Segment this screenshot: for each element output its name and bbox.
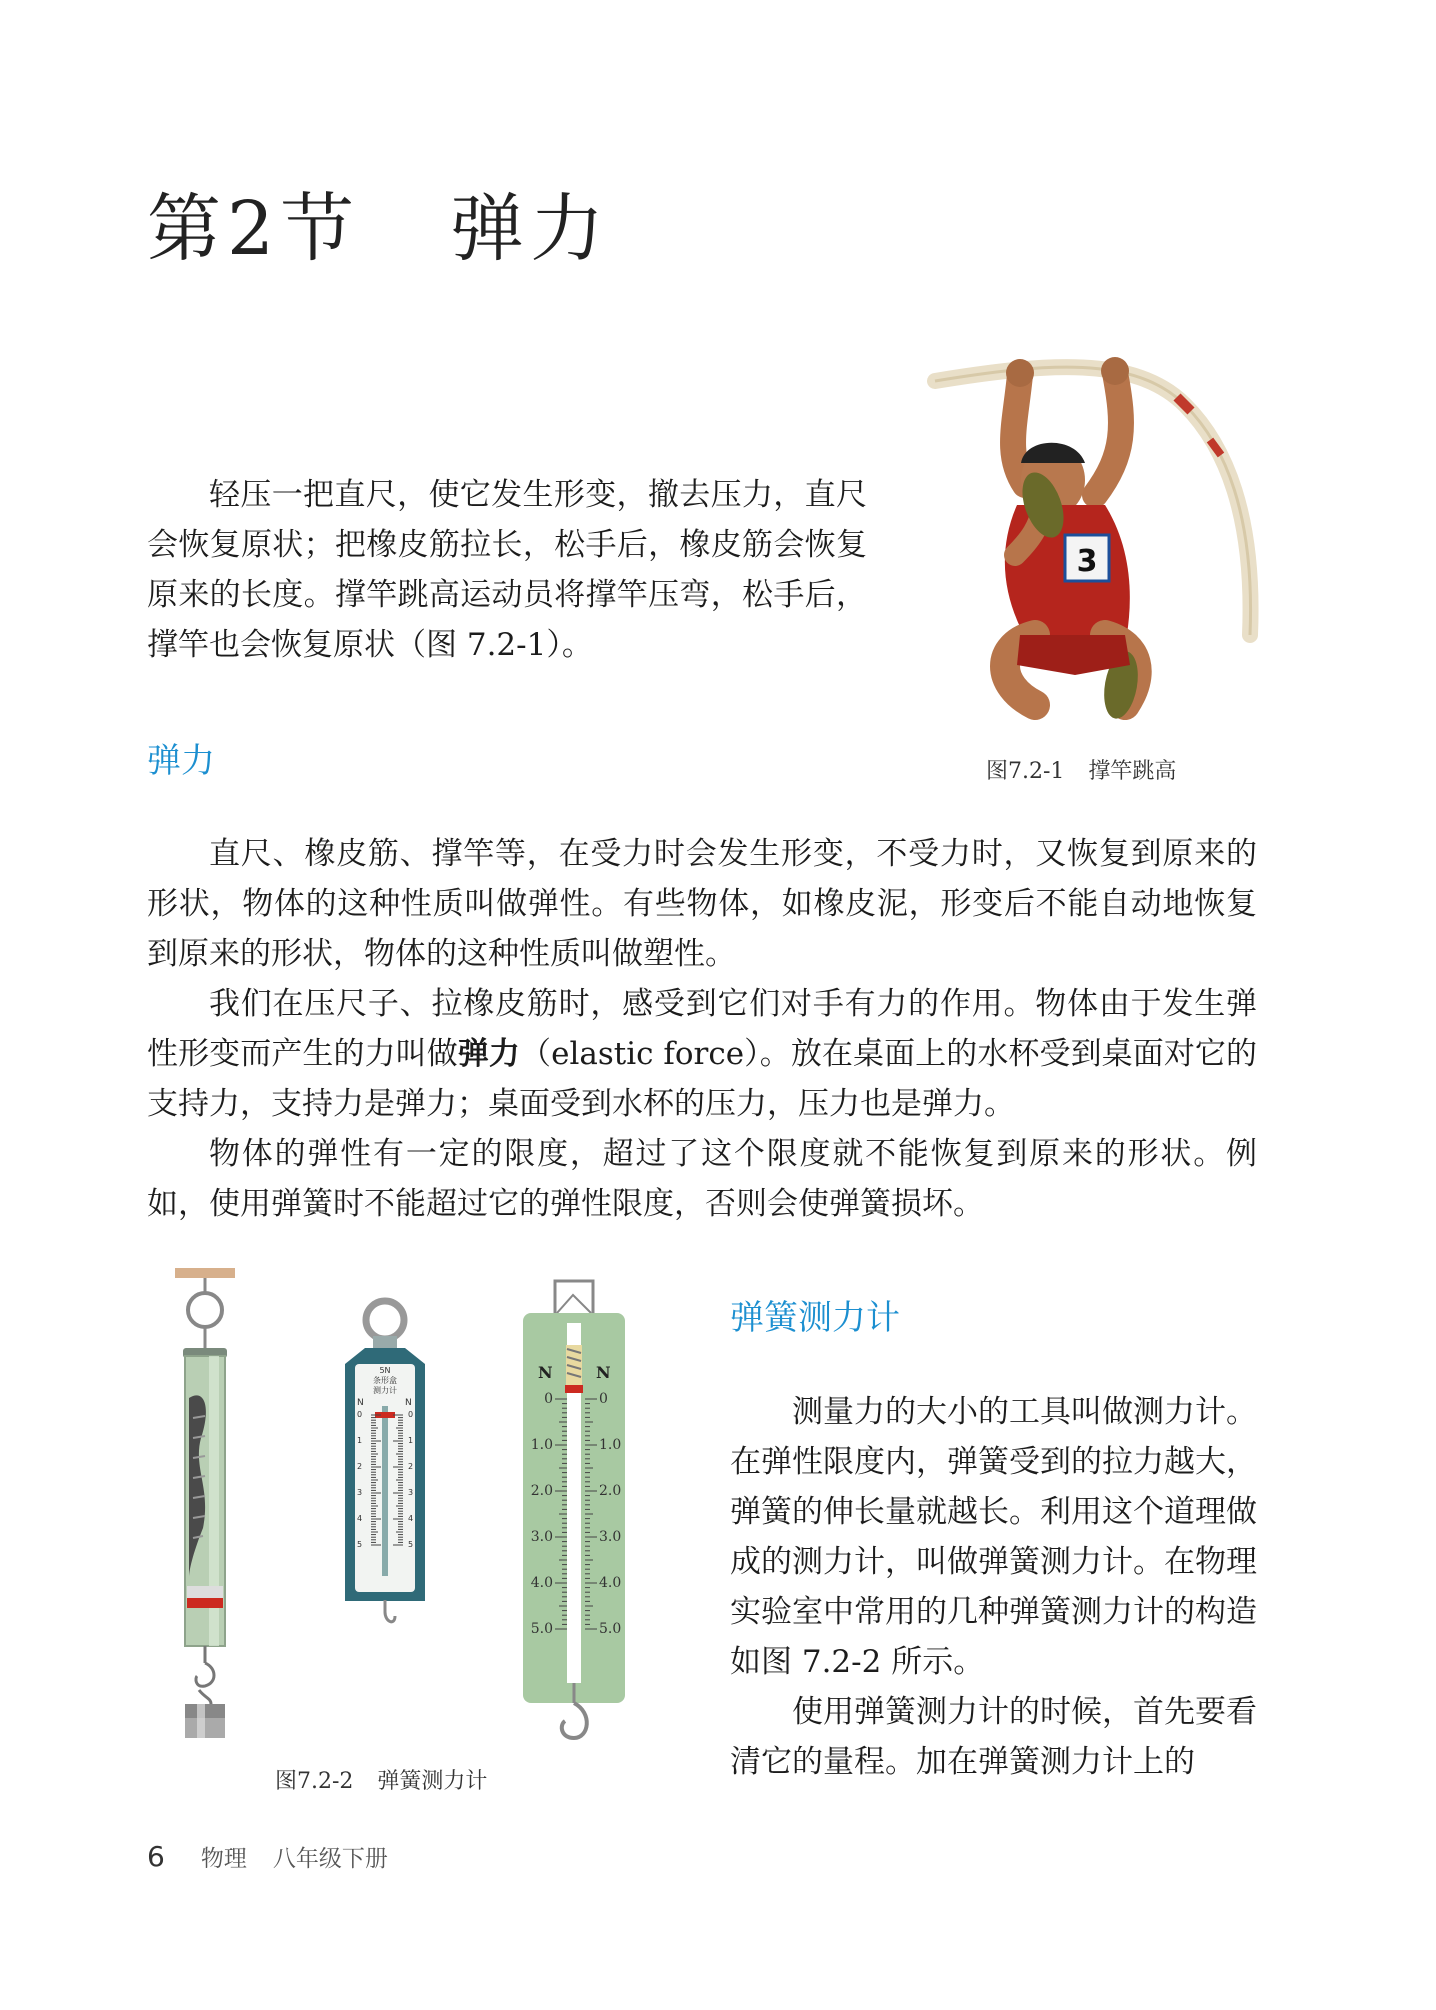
box-tick-label-left: 3 — [357, 1488, 363, 1497]
box-scale-label: 5N 条形盒 测力计 — [373, 1366, 397, 1395]
box-scale-hook — [375, 1600, 399, 1630]
plate-tick-label-left: 1.0 — [530, 1437, 553, 1453]
box-tick-label-left: 2 — [357, 1462, 363, 1471]
box-tick-label-right: 1 — [408, 1436, 414, 1445]
page-footer — [147, 1840, 388, 1873]
spring-scale-text — [730, 1387, 1257, 1787]
figure-caption-7-2-2: 图7.2-2 弹簧测力计 — [275, 1769, 488, 1794]
plate-tick-label-left: 3.0 — [530, 1529, 553, 1545]
footer-subject: 物理 — [200, 1846, 247, 1872]
paragraph-elasticity: 直尺、橡皮筋、撑竿等，在受力时会发生形变，不受力时，又恢复到原来的形状，物体的这种性质叫做弹性。有些物体，如橡皮泥，形变后不能自动地恢复到原来的形状，物体的这种性质叫做塑性。 — [147, 836, 1257, 972]
box-tick-label-left: 0 — [357, 1410, 363, 1419]
page-number: 6 — [147, 1840, 165, 1873]
box-tick-label-right: 0 — [408, 1410, 414, 1419]
box-tick-label-right: 2 — [408, 1462, 414, 1471]
plate-scale-ticks — [527, 1391, 647, 1691]
plate-tick-label-left: 0 — [544, 1391, 553, 1407]
paragraph-elastic-force: 我们在压尺子、拉橡皮筋时，感受到它们对手有力的作用。物体由于发生弹性形变而产生的力叫做弹力（elastic force）。放在桌面上的水杯受到桌面对它的支持力，支持力是弹力；桌面受到水杯的压力，压力也是弹力。 — [147, 986, 1258, 1122]
plate-tick-label-right: 5.0 — [599, 1621, 622, 1637]
plate-tick-label-left: 2.0 — [530, 1483, 553, 1499]
box-tick-label-right: 5 — [408, 1540, 414, 1549]
plate-scale-unit-left: N — [538, 1363, 553, 1382]
plate-tick-label-right: 2.0 — [599, 1483, 622, 1499]
keyword-elastic-force: 弹力 — [457, 1036, 521, 1072]
plate-tick-label-right: 3.0 — [599, 1529, 622, 1545]
box-scale-graduations — [367, 1410, 407, 1560]
plate-tick-label-right: 1.0 — [599, 1437, 622, 1453]
box-tick-label-left: 4 — [357, 1514, 363, 1523]
plate-tick-label-left: 5.0 — [530, 1621, 553, 1637]
box-scale-unit-right: N — [405, 1398, 412, 1408]
box-tick-label-left: 1 — [357, 1436, 363, 1445]
paragraph-elastic-limit: 物体的弹性有一定的限度，超过了这个限度就不能恢复到原来的形状。例如，使用弹簧时不能超过它的弹性限度，否则会使弹簧损坏。 — [147, 1136, 1257, 1222]
plate-tick-label-right: 4.0 — [599, 1575, 622, 1591]
box-scale-unit-left: N — [357, 1398, 364, 1408]
paragraph-dynamometer: 测量力的大小的工具叫做测力计。在弹性限度内，弹簧受到的拉力越大，弹簧的伸长量就越长。利用这个道理做成的测力计，叫做弹簧测力计。在物理实验室中常用的几种弹簧测力计的构造如图 7.2-2 所示。 — [730, 1394, 1257, 1680]
pole-vault-figure — [925, 345, 1265, 725]
bib-number: 3 — [1076, 544, 1098, 579]
pole-vaulter-image — [925, 345, 1265, 725]
footer-grade: 八年级下册 — [272, 1846, 388, 1872]
plate-tick-label-right: 0 — [599, 1391, 608, 1407]
section-heading-spring-scale: 弹簧测力计 — [730, 1298, 900, 1338]
section-topic: 弹力 — [450, 186, 611, 272]
section-heading-elastic-force: 弹力 — [147, 741, 215, 781]
paragraph-range: 使用弹簧测力计的时候，首先要看清它的量程。加在弹簧测力计上的 — [730, 1694, 1257, 1780]
plate-tick-label-left: 4.0 — [530, 1575, 553, 1591]
tube-spring-scale — [165, 1268, 245, 1738]
box-tick-label-right: 4 — [408, 1514, 414, 1523]
intro-paragraph: 轻压一把直尺，使它发生形变，撤去压力，直尺会恢复原状；把橡皮筋拉长，松手后，橡皮筋会恢复原来的长度。撑竿跳高运动员将撑竿压弯，松手后，撑竿也会恢复原状（图 7.2-1）。 — [147, 477, 867, 663]
section-number: 第2节 — [147, 186, 361, 272]
page-title — [147, 170, 610, 276]
box-tick-label-right: 3 — [408, 1488, 414, 1497]
figure-caption-7-2-1: 图7.2-1 撑竿跳高 — [986, 759, 1177, 784]
box-tick-label-left: 5 — [357, 1540, 363, 1549]
plate-scale-unit-right: N — [596, 1363, 611, 1382]
spring-scale-figure — [165, 1268, 645, 1748]
body-text — [147, 829, 1257, 1229]
